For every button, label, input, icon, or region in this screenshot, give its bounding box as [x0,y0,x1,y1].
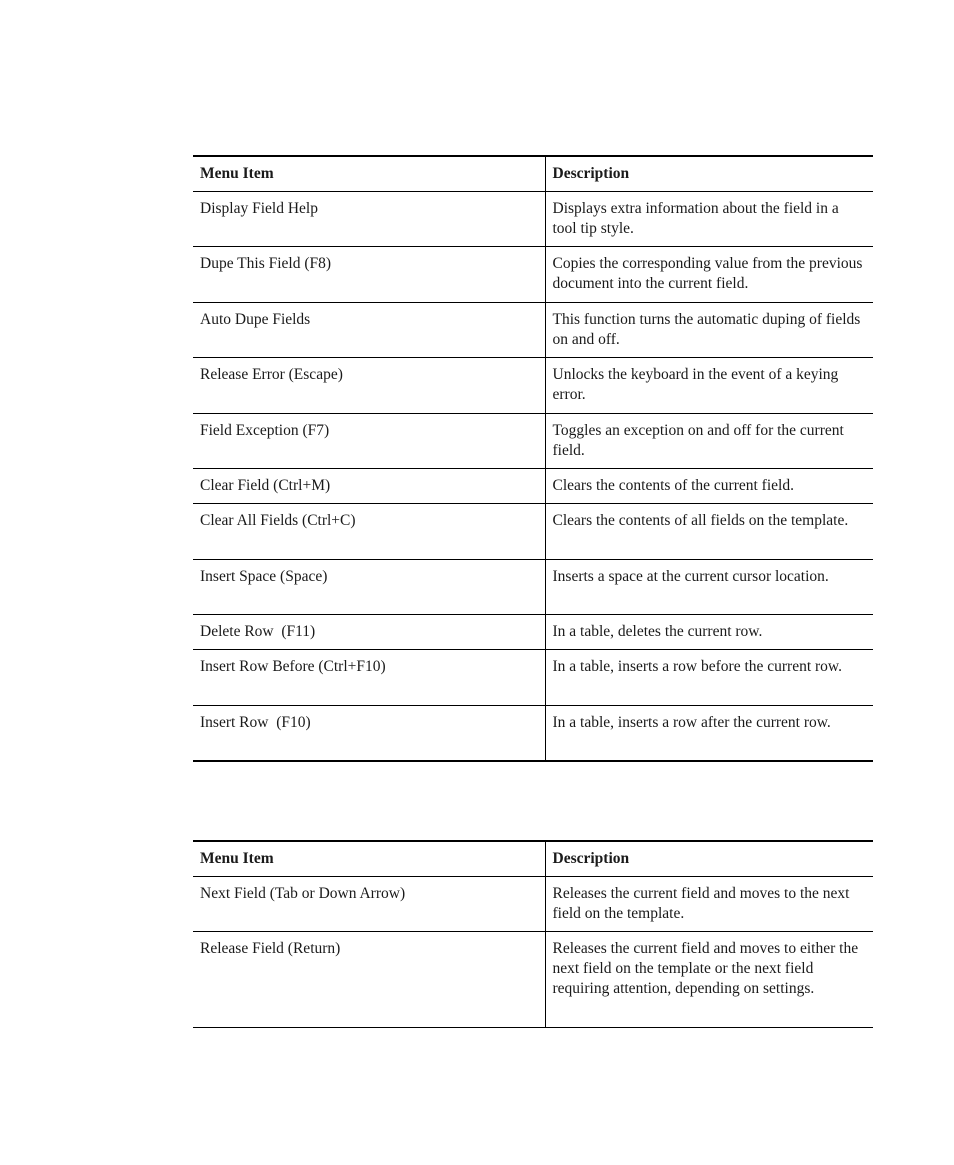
menu-item-cell: Auto Dupe Fields [193,302,545,358]
menu-item-cell: Clear Field (Ctrl+M) [193,469,545,504]
table-row [193,932,873,1028]
table-row [193,413,873,469]
menu-item-cell: Next Field (Tab or Down Arrow) [193,876,545,932]
menu-item-cell: Release Error (Escape) [193,358,545,414]
table-row [193,191,873,247]
table-row [193,302,873,358]
description-cell: Releases the current field and moves to the next field on the template. [545,876,873,932]
menu-items-table-2 [193,840,873,1028]
menu-item-cell: Field Exception (F7) [193,413,545,469]
description-cell: In a table, deletes the current row. [545,615,873,650]
table-row [193,247,873,303]
table-row [193,358,873,414]
description-cell: Unlocks the keyboard in the event of a keying error. [545,358,873,414]
header-menu-item: Menu Item [193,156,545,191]
header-description: Description [545,841,873,876]
menu-item-cell: Delete Row (F11) [193,615,545,650]
description-cell: In a table, inserts a row before the current row. [545,650,873,706]
table-row [193,650,873,706]
menu-items-table-1 [193,155,873,762]
menu-item-cell: Insert Row (F10) [193,705,545,761]
description-cell: Inserts a space at the current cursor location. [545,559,873,615]
description-cell: Copies the corresponding value from the previous document into the current field. [545,247,873,303]
header-menu-item: Menu Item [193,841,545,876]
table-row [193,705,873,761]
table-row [193,559,873,615]
menu-item-cell: Release Field (Return) [193,932,545,1028]
description-cell: This function turns the automatic duping of fields on and off. [545,302,873,358]
description-cell: In a table, inserts a row after the current row. [545,705,873,761]
description-cell: Toggles an exception on and off for the current field. [545,413,873,469]
header-description: Description [545,156,873,191]
table-row [193,504,873,560]
description-cell: Releases the current field and moves to either the next field on the template or the next field requiring attention, depending on settings. [545,932,873,1028]
table-row [193,876,873,932]
table-row [193,469,873,504]
description-cell: Clears the contents of the current field. [545,469,873,504]
table-header-row [193,156,873,191]
description-cell: Displays extra information about the field in a tool tip style. [545,191,873,247]
menu-item-cell: Insert Space (Space) [193,559,545,615]
menu-item-cell: Display Field Help [193,191,545,247]
menu-item-cell: Clear All Fields (Ctrl+C) [193,504,545,560]
table-header-row [193,841,873,876]
menu-item-cell: Dupe This Field (F8) [193,247,545,303]
menu-item-cell: Insert Row Before (Ctrl+F10) [193,650,545,706]
table-row [193,615,873,650]
description-cell: Clears the contents of all fields on the template. [545,504,873,560]
